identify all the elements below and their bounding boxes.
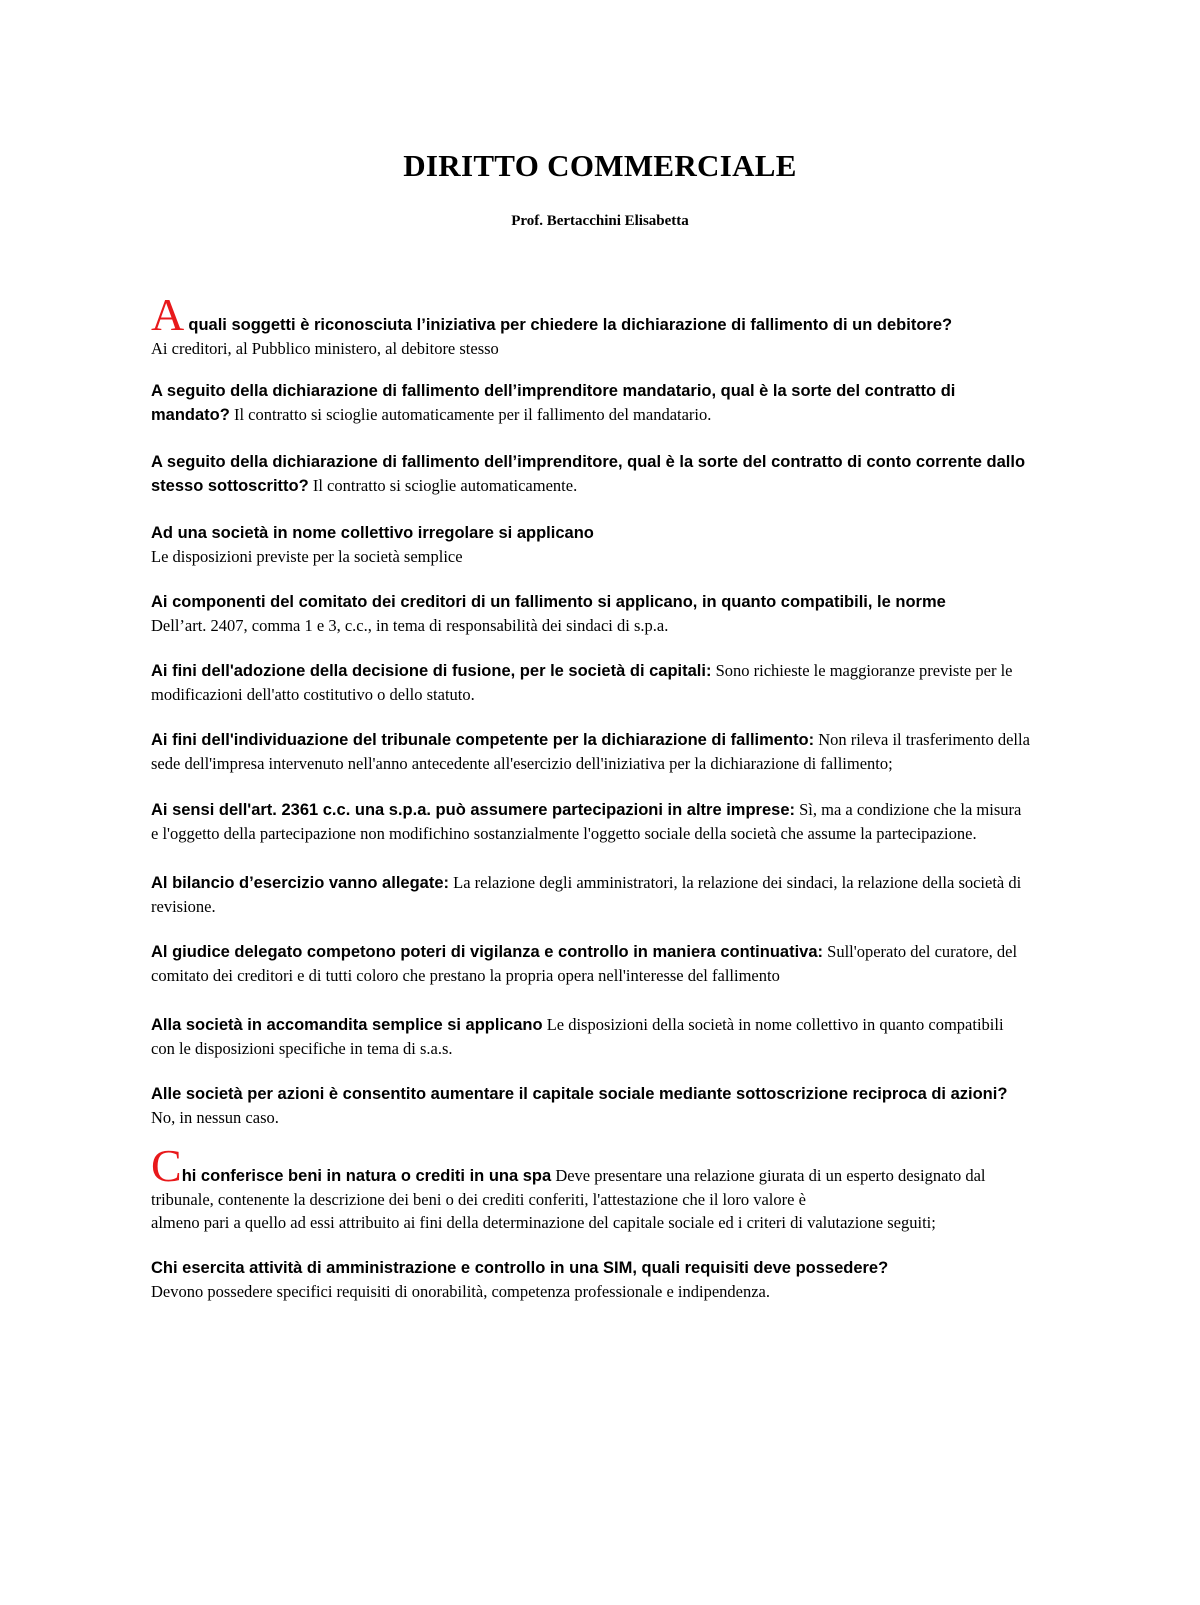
question: Al bilancio d’esercizio vanno allegate:: [151, 874, 449, 892]
question: Alle società per azioni è consentito aumentare il capitale sociale mediante sottoscrizione reciproca di azioni?: [151, 1085, 1008, 1103]
question: A seguito della dichiarazione di fallimento dell’imprenditore, qual è la sorte del contratto di conto corrente dallo stesso sottoscritto?: [151, 453, 1026, 495]
qa-item-14: [151, 1256, 1031, 1303]
qa-item-7: [151, 728, 1031, 775]
question: Ai sensi dell'art. 2361 c.c. una s.p.a. può assumere partecipazioni in altre imprese:: [151, 801, 795, 819]
question: hi conferisce beni in natura o crediti in una spa: [181, 1167, 552, 1185]
qa-item-2: [151, 379, 1031, 427]
answer: Il contratto si scioglie automaticamente.: [308, 476, 578, 495]
answer: Le disposizioni previste per la società semplice: [151, 547, 463, 566]
qa-item-12: [151, 1082, 1031, 1129]
answer: Sono richieste le maggioranze previste per le modificazioni dell'atto costitutivo o dello statuto.: [151, 661, 1013, 704]
answer: Non rileva il trasferimento della sede dell'impresa intervenuto nell'anno antecedente all'esercizio dell'iniziativa per la dichiarazione di fallimento;: [151, 730, 1030, 773]
qa-item-4: [151, 521, 1031, 568]
qa-item-6: [151, 659, 1031, 706]
answer: Dell’art. 2407, comma 1 e 3, c.c., in tema di responsabilità dei sindaci di s.p.a.: [151, 616, 669, 635]
answer: Sull'operato del curatore, del comitato dei creditori e di tutti coloro che prestano la propria opera nell'interesse del fallimento: [151, 942, 1018, 985]
qa-item-10: [151, 940, 1031, 987]
answer: Deve presentare una relazione giurata di un esperto designato dal tribunale, contenente la descrizione dei beni o dei crediti conferiti, l'attestazione che il loro valore è: [151, 1166, 986, 1209]
document-subtitle: Prof. Bertacchini Elisabetta: [511, 213, 689, 229]
qa-item-3: [151, 450, 1031, 498]
answer-continuation: almeno pari a quello ad essi attribuito ai fini della determinazione del capitale sociale ed i criteri di valutazione seguiti;: [151, 1213, 936, 1232]
question: Chi esercita attività di amministrazione e controllo in una SIM, quali requisiti deve possedere?: [151, 1259, 889, 1277]
document-title: DIRITTO COMMERCIALE: [403, 148, 797, 183]
qa-item-5: [151, 590, 1031, 637]
dropcap-letter: A: [151, 289, 185, 340]
qa-item-11: [151, 1013, 1031, 1060]
question: Ad una società in nome collettivo irregolare si applicano: [151, 524, 594, 542]
qa-item-8: [151, 798, 1031, 845]
question: Alla società in accomandita semplice si applicano: [151, 1016, 543, 1034]
answer: Sì, ma a condizione che la misura e l'oggetto della partecipazione non modifichino sostanzialmente l'oggetto sociale della società che assume la partecipazione.: [151, 800, 1022, 843]
answer: Ai creditori, al Pubblico ministero, al debitore stesso: [151, 339, 499, 358]
answer: Il contratto si scioglie automaticamente per il fallimento del mandatario.: [229, 405, 712, 424]
answer: La relazione degli amministratori, la relazione dei sindaci, la relazione della società di revisione.: [151, 873, 1022, 916]
question: Ai fini dell'individuazione del tribunale competente per la dichiarazione di fallimento:: [151, 731, 815, 749]
answer: Devono possedere specifici requisiti di onorabilità, competenza professionale e indipendenza.: [151, 1282, 770, 1301]
qa-item-13: [151, 1140, 1031, 1234]
answer: Le disposizioni della società in nome collettivo in quanto compatibili con le disposizioni specifiche in tema di s.a.s.: [151, 1015, 1004, 1058]
qa-list: [151, 289, 1031, 1303]
dropcap-letter: C: [151, 1140, 182, 1191]
question: A seguito della dichiarazione di fallimento dell’imprenditore mandatario, qual è la sorte del contratto di mandato?: [151, 382, 956, 424]
qa-item-9: [151, 871, 1031, 918]
question: quali soggetti è riconosciuta l’iniziativa per chiedere la dichiarazione di fallimento di un debitore?: [188, 316, 953, 334]
qa-item-1: [151, 289, 1031, 360]
question: Al giudice delegato competono poteri di vigilanza e controllo in maniera continuativa:: [151, 943, 824, 961]
question: Ai fini dell'adozione della decisione di fusione, per le società di capitali:: [151, 662, 712, 680]
question: Ai componenti del comitato dei creditori di un fallimento si applicano, in quanto compatibili, le norme: [151, 593, 946, 611]
answer: No, in nessun caso.: [151, 1108, 279, 1127]
